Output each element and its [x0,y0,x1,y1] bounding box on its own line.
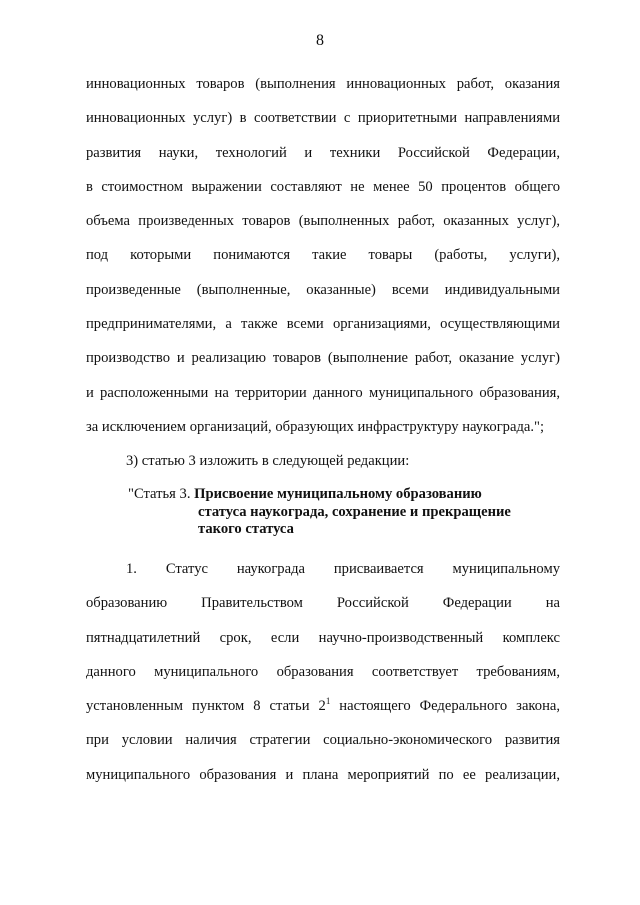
paragraph-line: производство и реализацию товаров (выполнение работ, оказание услуг) [86,350,560,367]
clause-line: образованию Правительством Российской Федерации на [86,595,560,612]
clause-line: 1. Статус наукограда присваивается муниципальному [126,561,560,577]
clause-line-with-superscript [86,689,560,723]
article-prefix: "Статья 3. [128,486,191,502]
article-title-line-2: статуса наукограда, сохранение и прекращение [198,503,511,520]
page-number: 8 [316,32,324,49]
superscript: 1 [325,696,331,707]
clause-line: пятнадцатилетний срок, если научно-производственный комплекс [86,629,560,646]
article-title-line-3: такого статуса [198,521,294,537]
paragraph-line: и расположенными на территории данного муниципального образования, [86,384,560,401]
paragraph-line: объема произведенных товаров (выполненных работ, оказанных услуг), [86,213,560,230]
clause-line: данного муниципального образования соответствует требованиям, [86,663,560,680]
clause-1 [86,552,560,792]
top-paragraph [86,67,560,479]
paragraph-line: развития науки, технологий и техники Российской Федерации, [86,144,560,161]
item-3-line: 3) статью 3 изложить в следующей редакции: [126,453,410,470]
clause-line: муниципального образования и плана мероприятий по ее реализации, [86,766,560,783]
paragraph-line: произведенные (выполненные, оказанные) всеми индивидуальными [86,281,560,298]
paragraph-line: под которыми понимаются такие товары (работы, услуги), [86,247,560,264]
paragraph-line: инновационных товаров (выполнения инновационных работ, оказания [86,76,560,92]
clause-line: при условии наличия стратегии социально-экономического развития [86,732,560,749]
paragraph-line: в стоимостном выражении составляют не менее 50 процентов общего [86,178,560,195]
paragraph-line: предпринимателями, а также всеми организациями, осуществляющими [86,316,560,333]
paragraph-line: инновационных услуг) в соответствии с приоритетными направлениями [86,110,560,127]
paragraph-line: за исключением организаций, образующих инфраструктуру наукограда."; [86,418,545,435]
clause-text: настоящего Федерального закона, [330,698,560,715]
article-title-line-1: Присвоение муниципальному образованию [194,486,482,502]
clause-text: установленным пунктом 8 статьи 2 [86,698,326,715]
article-heading [128,486,511,539]
